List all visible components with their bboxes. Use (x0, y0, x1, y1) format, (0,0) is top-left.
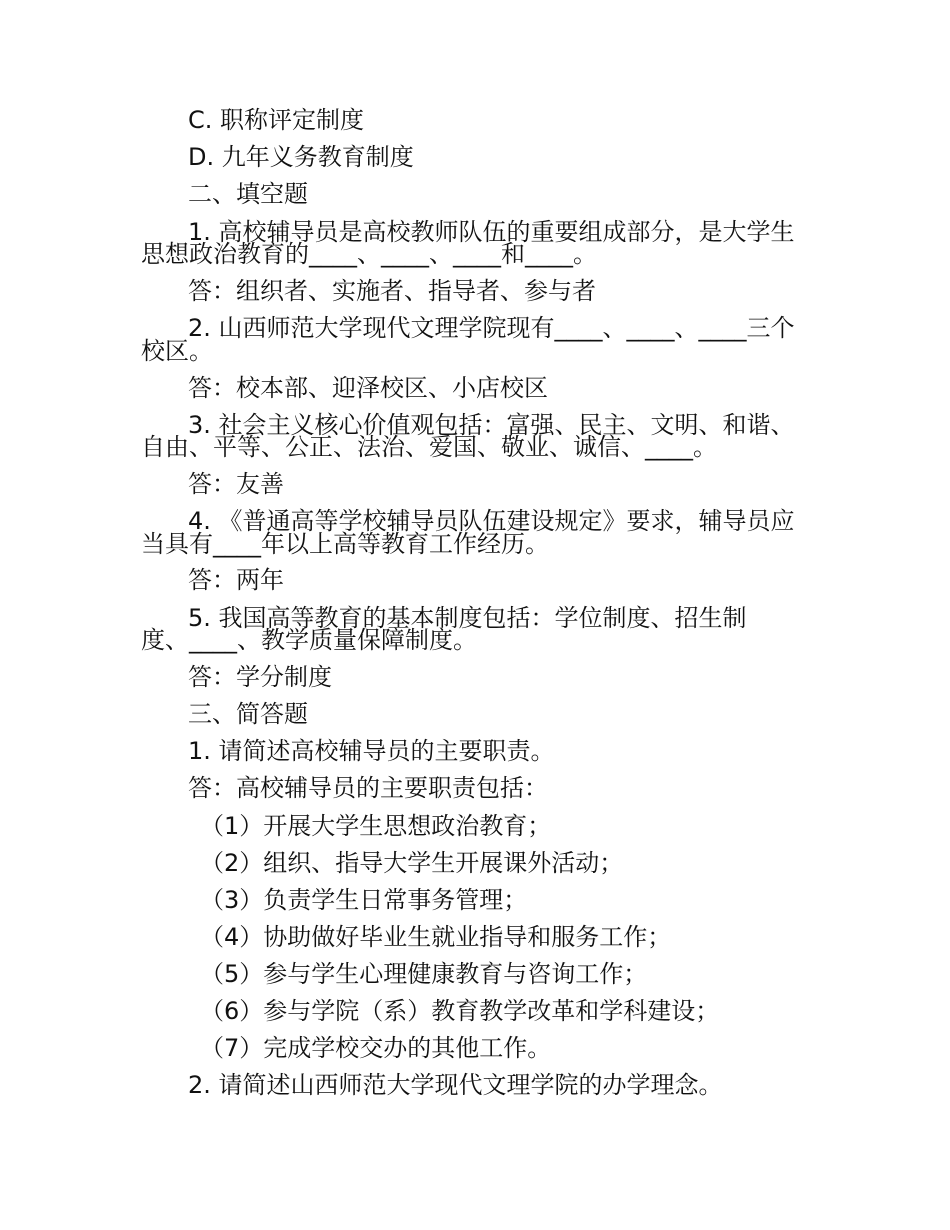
option-c: C. 职称评定制度 (188, 106, 365, 134)
duty-item-5: （5）参与学生心理健康教育与咨询工作； (200, 960, 648, 988)
answer-1: 答：组织者、实施者、指导者、参与者 (188, 277, 596, 305)
section-heading-fill-blank: 二、填空题 (188, 180, 308, 208)
duty-item-6: （6）参与学院（系）教育教学改革和学科建设； (200, 997, 720, 1025)
short-question-1: 1. 请简述高校辅导员的主要职责。 (188, 737, 555, 765)
option-d: D. 九年义务教育制度 (188, 143, 414, 171)
section-heading-short-answer: 三、简答题 (188, 700, 308, 728)
question-2-line-1: 2. 山西师范大学现代文理学院现有____、____、____三个 (188, 314, 795, 342)
question-4-line-2: 当具有____年以上高等教育工作经历。 (141, 530, 549, 558)
question-3-line-2: 自由、平等、公正、法治、爱国、敬业、诚信、____。 (141, 433, 717, 461)
short-answer-intro: 答：高校辅导员的主要职责包括： (188, 774, 548, 802)
question-3-line-1: 3. 社会主义核心价值观包括：富强、民主、文明、和谐、 (188, 411, 795, 439)
question-1-line-1: 1. 高校辅导员是高校教师队伍的重要组成部分，是大学生 (188, 218, 795, 246)
duty-item-7: （7）完成学校交办的其他工作。 (200, 1034, 552, 1062)
duty-item-4: （4）协助做好毕业生就业指导和服务工作； (200, 923, 672, 951)
answer-2: 答：校本部、迎泽校区、小店校区 (188, 374, 548, 402)
question-1-line-2: 思想政治教育的____、____、____和____。 (141, 240, 597, 268)
duty-item-2: （2）组织、指导大学生开展课外活动； (200, 849, 624, 877)
short-question-2: 2. 请简述山西师范大学现代文理学院的办学理念。 (188, 1071, 723, 1099)
duty-item-3: （3）负责学生日常事务管理； (200, 886, 528, 914)
answer-3: 答：友善 (188, 470, 284, 498)
question-5-line-1: 5. 我国高等教育的基本制度包括：学位制度、招生制 (188, 604, 747, 632)
answer-4: 答：两年 (188, 566, 284, 594)
question-4-line-1: 4. 《普通高等学校辅导员队伍建设规定》要求，辅导员应 (188, 507, 795, 535)
question-5-line-2: 度、____、教学质量保障制度。 (141, 626, 477, 654)
duty-item-1: （1）开展大学生思想政治教育； (200, 812, 552, 840)
answer-5: 答：学分制度 (188, 663, 332, 691)
question-2-line-2: 校区。 (141, 337, 213, 365)
